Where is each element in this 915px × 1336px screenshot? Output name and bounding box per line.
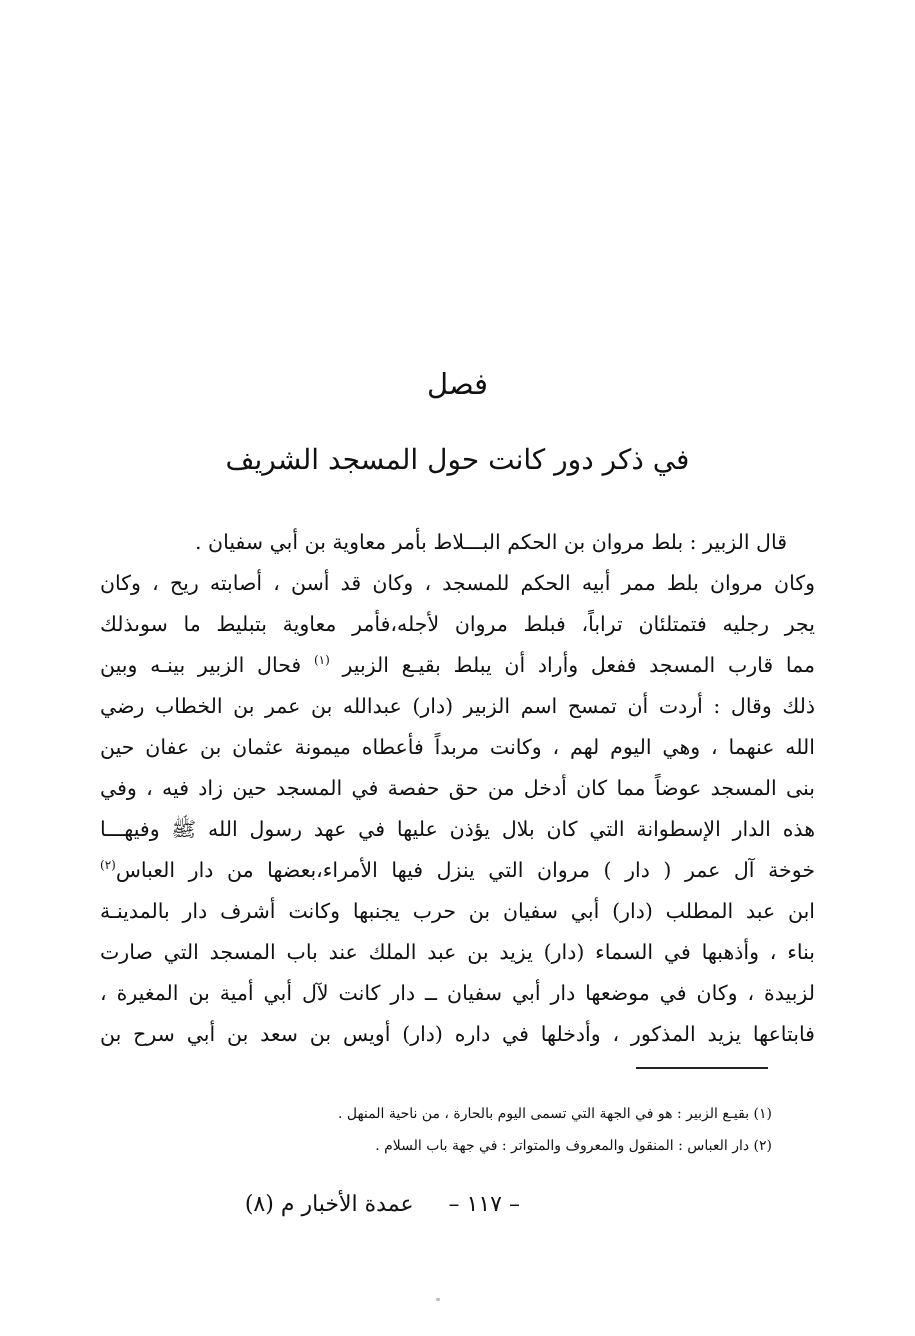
text-line: الله عنهما ، وهي اليوم لهم ، وكانت مربداً فأعطاه ميمونة عثمان بن عفان حين <box>100 735 815 759</box>
text-line: فابتاعها يزيد المذكور ، وأدخلها في داره (دار) أويس بن سعد بن أبي سرح بن <box>100 1022 815 1046</box>
body-text <box>100 522 815 1055</box>
text-line: بنى المسجد عوضاً مما كان أدخل من حق حفصة في المسجد حين زاد فيه ، وفي <box>100 776 815 800</box>
text-segment: مما قارب المسجد ففعل وأراد أن يبلط بقيـع الزبير <box>342 653 815 677</box>
text-line <box>100 850 815 891</box>
text-line: يجر رجليه فتمتلئان تراباً، فبلط مروان لأجله،فأمر معاوية بتبليط ما سوىذلك <box>100 612 815 636</box>
chapter-title: في ذكر دور كانت حول المسجد الشريف <box>225 443 690 476</box>
footnote-ref-1: (١) <box>313 653 330 668</box>
text-segment: فحال الزبير بينـه وبين <box>100 653 302 677</box>
chapter-label: فصل <box>427 367 488 401</box>
scan-speck <box>436 1298 440 1301</box>
book-reference: عمدة الأخبار م (٨) <box>244 1192 414 1217</box>
text-line: ذلك وقال : أردت أن تمسح اسم الزبير (دار) عبدالله بن عمر بن الخطاب رضي <box>100 694 815 718</box>
footnotes <box>160 1098 772 1162</box>
footnote-1: (١) بقيـع الزبير : هو في الجهة التي تسمى اليوم بالحارة ، من ناحية المنهل . <box>337 1106 772 1122</box>
text-line: بناء ، وأذهبها في السماء (دار) يزيد بن عبد الملك عند باب المسجد التي صارت <box>100 940 815 964</box>
text-segment: خوخة آل عمر ( دار ) مروان التي ينزل فيها الأمراء،بعضها من دار العباس <box>115 858 815 882</box>
text-line <box>100 645 815 686</box>
text-line: قال الزبير : بلط مروان بن الحكم البـــلاط بأمر معاوية بن أبي سفيان . <box>195 530 787 554</box>
text-line: هذه الدار الإسطوانة التي كان بلال يؤذن عليها في عهد رسول الله ﷺ وفيهـــا <box>100 817 815 841</box>
footnote-ref-2: (٢) <box>100 858 116 873</box>
text-line: وكان مروان بلط ممر أبيه الحكم للمسجد ، وكان قد أسن ، أصابته ريح ، وكان <box>100 571 815 595</box>
text-line: ابن عبد المطلب (دار) أبي سفيان بن حرب يجنبها وكانت أشرف دار بالمدينـة <box>100 899 815 923</box>
footnote-2: (٢) دار العباس : المنقول والمعروف والمتواتر : في جهة باب السلام . <box>375 1138 772 1154</box>
page-number: – ١١٧ – <box>448 1192 520 1217</box>
footnote-divider <box>636 1067 768 1069</box>
page-footer <box>160 1188 520 1222</box>
text-line: لزبيدة ، وكان في موضعها دار أبي سفيان ــ دار كانت لآل أبي أمية بن المغيرة ، <box>100 981 815 1005</box>
